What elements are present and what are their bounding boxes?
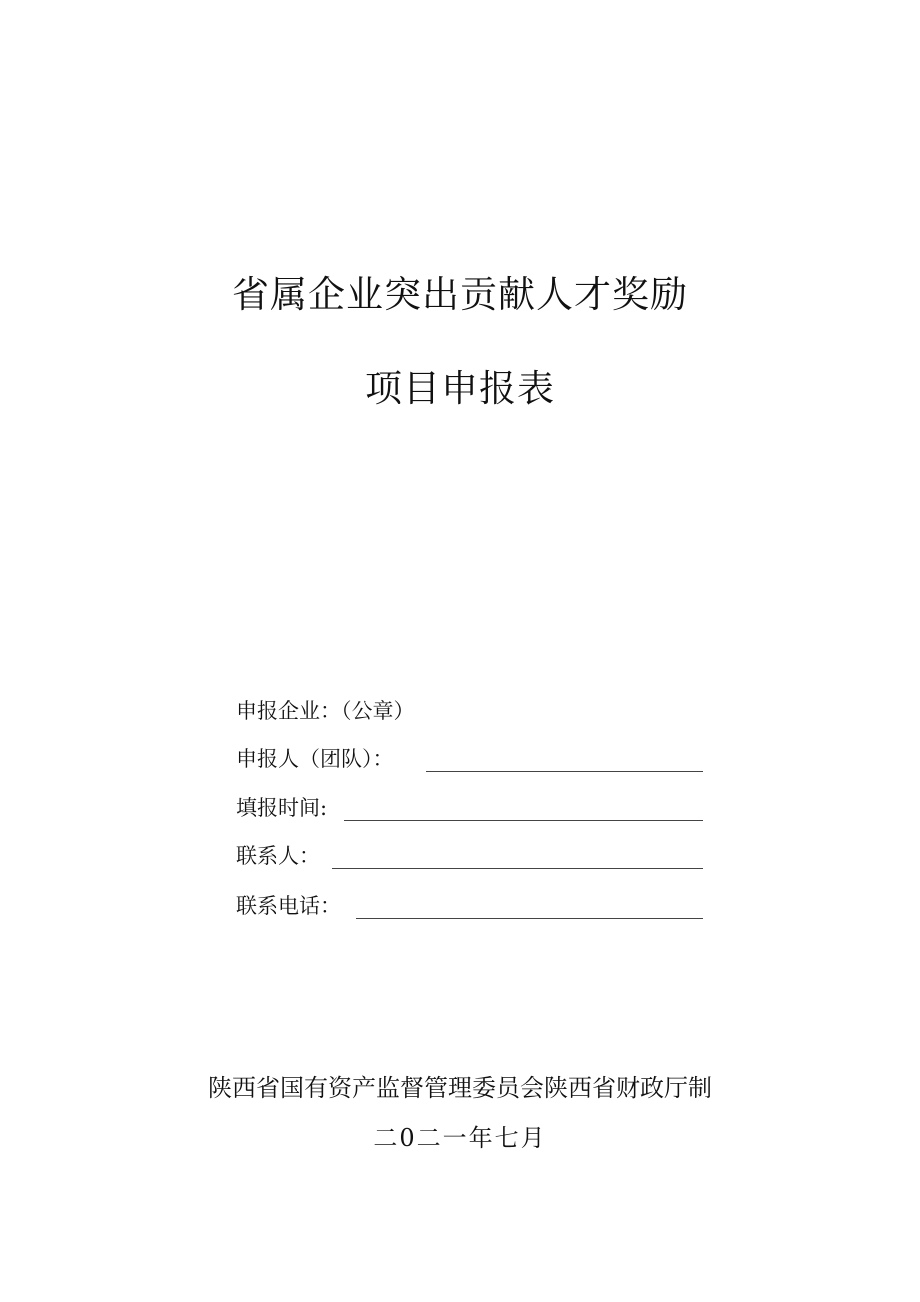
applicant-label: 申报人（团队）： xyxy=(236,747,394,771)
document-title: 省属企业突出贡献人才奖励 xyxy=(232,273,688,316)
issue-date: 二0二一年七月 xyxy=(373,1124,547,1152)
applicant-underline xyxy=(426,771,703,772)
contact-label: 联系人： xyxy=(236,844,320,868)
date-field xyxy=(236,794,327,822)
applicant-field xyxy=(236,745,394,773)
enterprise-label: 申报企业：（公章） xyxy=(236,699,415,723)
contact-underline xyxy=(332,868,703,869)
phone-underline xyxy=(356,918,703,919)
date-label: 填报时间: xyxy=(236,796,328,820)
document-subtitle: 项目申报表 xyxy=(365,367,555,410)
enterprise-field xyxy=(236,697,415,725)
date-underline xyxy=(344,820,703,821)
contact-field xyxy=(236,842,320,870)
phone-label: 联系电话： xyxy=(236,894,341,918)
phone-field xyxy=(236,892,341,920)
issuing-organization: 陕西省国有资产监督管理委员会陕西省财政厅制 xyxy=(208,1074,712,1102)
